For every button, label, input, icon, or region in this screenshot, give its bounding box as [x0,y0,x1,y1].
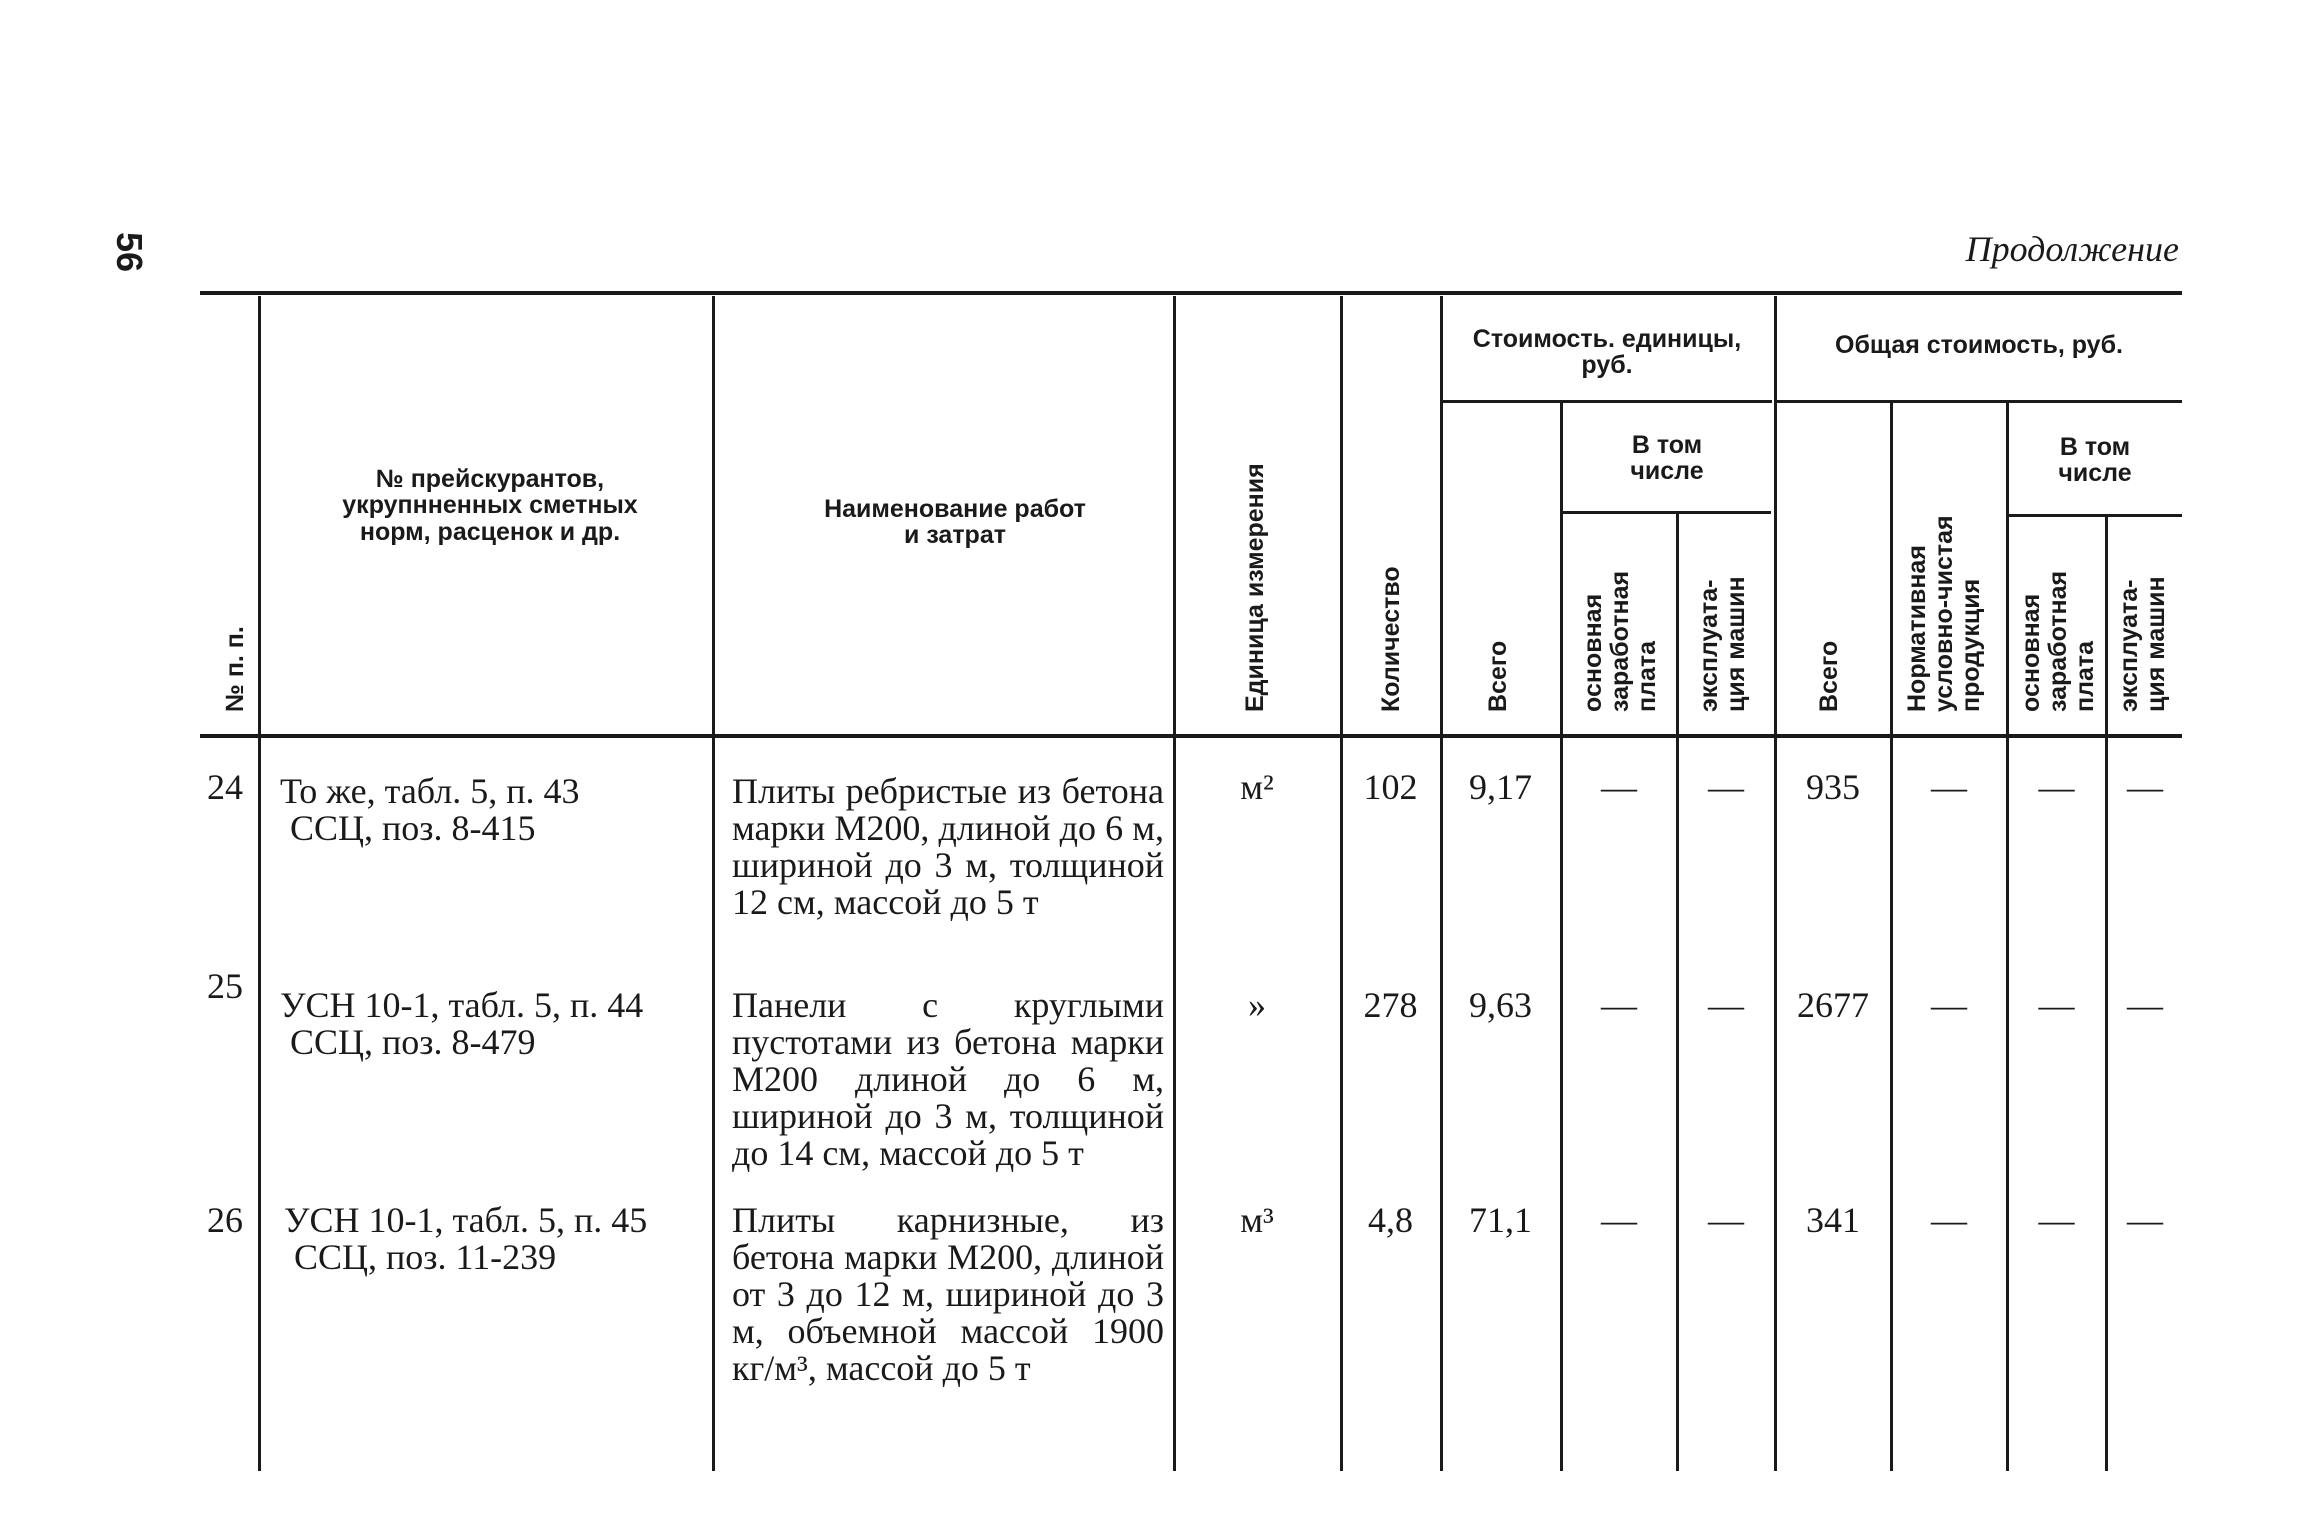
row-normative: — [1931,767,1967,807]
header-total-cost-group: Общая стоимость, руб. [1835,331,2123,359]
row-unit-wage: — [1601,767,1637,807]
row-unit-machines: — [1708,1200,1744,1240]
total-incl-rule [2007,514,2182,517]
col-divider [712,296,715,1471]
row-no: 25 [207,966,243,1006]
row-unit-wage: — [1601,985,1637,1025]
row-normative: — [1931,985,1967,1025]
row-reference-line1: То же, табл. 5, п. 43 [280,771,580,811]
row-reference-line1: УСН 10-1, табл. 5, п. 45 [284,1200,648,1240]
header-name: Наименование работ и затрат [824,495,1086,550]
row-no: 26 [207,1200,243,1240]
header-total-cost-normative: Нормативная условно-чистая продукция [1903,515,1985,712]
row-unit-total: 71,1 [1469,1200,1532,1240]
col-divider [258,296,261,1471]
row-unit-machines: — [1708,767,1744,807]
col-divider [1774,296,1777,1471]
row-reference-line2: ССЦ, поз. 8-415 [290,808,536,848]
row-unit-machines: — [1708,985,1744,1025]
header-total-cost-wage: основная заработная плата [2017,570,2099,712]
total-cost-group-rule [1777,400,2182,403]
header-unit-cost-machines: эксплуата- ция машин [1695,576,1750,712]
col-divider [1560,400,1563,1471]
row-reference-line2: ССЦ, поз. 8-479 [290,1022,536,1062]
header-total-cost-incl: В том числе [2058,433,2132,488]
row-total-wage: — [2038,1200,2075,1240]
row-description: Плиты карнизные, из бетона марки М200, длиной от 3 до 12 м, шириной до 3 м, объемной массой 1900 кг/м³, массой до 5 т [732,1200,1164,1388]
row-reference-line2: ССЦ, поз. 11-239 [294,1237,557,1277]
header-unit-cost-incl: В том числе [1630,431,1704,486]
header-unit-cost-group: Стоимость. единицы, руб. [1472,325,1742,380]
col-divider [1440,296,1443,1471]
header-reference: № прейскурантов, укрупнненных сметных норм, расценок и др. [342,465,638,546]
header-unit-cost-wage: основная заработная плата [1579,570,1661,712]
row-unit-wage: — [1601,1200,1637,1240]
header-unit-cost-total: Всего [1484,640,1512,712]
row-unit: м² [1240,767,1274,807]
row-unit: м³ [1240,1200,1274,1240]
header-total-cost-machines: эксплуата- ция машин [2115,576,2170,712]
row-no: 24 [207,767,243,807]
row-quantity: 102 [1363,767,1418,807]
col-divider [1340,296,1343,1471]
row-total-wage: — [2038,985,2075,1025]
row-quantity: 278 [1363,985,1418,1025]
row-total: 2677 [1797,985,1869,1025]
header-bottom-rule [200,734,2182,738]
row-total-machines: — [2127,985,2163,1025]
table-top-rule [200,291,2182,295]
col-divider [1173,296,1176,1471]
row-total: 341 [1806,1200,1860,1240]
row-normative: — [1931,1200,1967,1240]
row-unit: » [1248,985,1266,1025]
header-row-no: № п. п. [221,626,249,712]
row-total-machines: — [2127,767,2163,807]
header-unit: Единица измерения [1241,463,1269,712]
continuation-label: Продолжение [1965,229,2179,269]
unit-cost-group-rule [1441,400,1772,403]
header-total-cost-total: Всего [1815,640,1843,712]
row-unit-total: 9,17 [1469,767,1532,807]
row-unit-total: 9,63 [1469,985,1532,1025]
row-description: Панели с круглыми пустотами из бетона марки М200 длиной до 6 м, шириной до 3 м, толщиной до 14 см, массой до 5 т [732,985,1164,1173]
page-number: 56 [109,232,150,273]
row-description: Плиты ребристые из бетона марки М200, длиной до 6 м, шириной до 3 м, толщиной 12 см, массой до 5 т [732,771,1164,922]
row-reference-line1: УСН 10-1, табл. 5, п. 44 [280,985,644,1025]
col-divider [1890,400,1893,1471]
unit-incl-rule [1561,511,1771,514]
header-quantity: Количество [1377,566,1405,712]
row-total-wage: — [2038,767,2075,807]
row-quantity: 4,8 [1368,1200,1413,1240]
row-total-machines: — [2127,1200,2163,1240]
col-divider [2006,400,2009,1471]
row-total: 935 [1806,767,1860,807]
